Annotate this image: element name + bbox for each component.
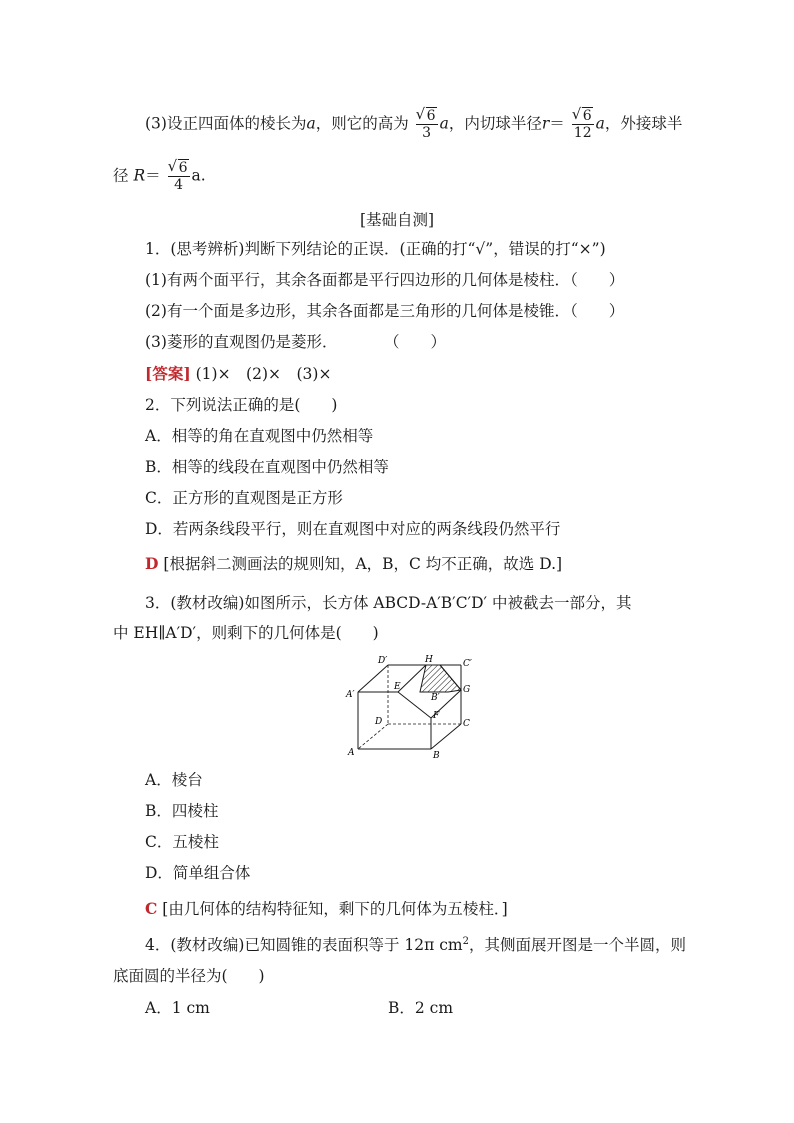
text: 4．(教材改编)已知圆锥的表面积等于 12π cm xyxy=(145,936,463,954)
var-r: r xyxy=(541,114,550,133)
vertex-label: E xyxy=(394,682,401,692)
vertex-label: F xyxy=(433,711,440,721)
equals: ＝ xyxy=(145,166,161,185)
q3-option-d: D．简单组合体 xyxy=(145,864,251,882)
formula-line-2 xyxy=(113,160,206,193)
q1-stem: 1．(思考辨析)判断下列结论的正误．(正确的打“√”，错误的打“×”) xyxy=(145,240,606,258)
q4-stem-line-2: 底面圆的半径为( ) xyxy=(113,967,265,985)
q1-answer xyxy=(145,364,331,384)
q3-option-a: A．棱台 xyxy=(145,771,203,789)
text: ，其侧面展开图是一个半圆，则 xyxy=(468,936,686,954)
q1-item-3: (3)菱形的直观图仍是菱形． （ ） xyxy=(145,333,446,351)
fraction-height: √ $\frac{6}{3}$ xyxy=(416,108,438,141)
vertex-label: G xyxy=(463,685,471,695)
answer-text: [根据斜二测画法的规则知，A，B，C 均不正确，故选 D.] xyxy=(163,555,563,573)
text: ，则它的高为 xyxy=(315,114,409,133)
q1-item-1: (1)有两个面平行，其余各面都是平行四边形的几何体是棱柱．（ ） xyxy=(145,271,625,289)
text: ，内切球半径 xyxy=(448,114,542,133)
q3-option-c: C．五棱柱 xyxy=(145,833,219,851)
vertex-label: B xyxy=(433,751,440,761)
q3-answer xyxy=(145,899,508,919)
text: 径 xyxy=(113,166,129,185)
q2-option-c: C．正方形的直观图是正方形 xyxy=(145,489,343,507)
formula-line-1 xyxy=(145,108,682,141)
q1-item-2: (2)有一个面是多边形，其余各面都是三角形的几何体是棱锥．（ ） xyxy=(145,302,625,320)
vertex-label: C xyxy=(463,719,470,729)
q2-option-b: B．相等的线段在直观图中仍然相等 xyxy=(145,458,389,476)
cut-face xyxy=(398,692,448,718)
q3-option-b: B．四棱柱 xyxy=(145,802,219,820)
q3-stem-line-1: 3．(教材改编)如图所示，长方体 ABCD-A′B′C′D′ 中被截去一部分，其 xyxy=(145,594,632,612)
var-a: a xyxy=(595,114,605,133)
answer-label: [答案] xyxy=(145,364,191,383)
cuboid-figure xyxy=(343,652,483,767)
edge xyxy=(398,692,431,718)
answer-text: [由几何体的结构特征知，剩下的几何体为五棱柱．] xyxy=(162,900,508,918)
q4-option-a: A．1 cm xyxy=(145,999,210,1017)
vertex-label: D′ xyxy=(378,656,388,666)
superscript: 2 xyxy=(462,935,469,947)
q2-stem: 2．下列说法正确的是( ) xyxy=(145,396,338,414)
vertex-label: H xyxy=(425,655,433,665)
equals: ＝ xyxy=(549,114,565,133)
vertex-label: D xyxy=(375,717,383,727)
text: ，外接球半 xyxy=(604,114,683,133)
q2-option-d: D．若两条线段平行，则在直观图中对应的两条线段仍然平行 xyxy=(145,520,561,538)
vertex-label: C′ xyxy=(463,659,472,669)
var-R: R xyxy=(133,166,146,185)
vertex-label: A′ xyxy=(346,690,355,700)
text: a. xyxy=(191,166,206,185)
q4-option-b: B．2 cm xyxy=(388,999,454,1017)
answer-letter: C xyxy=(145,899,158,918)
answer-letter: D xyxy=(145,554,159,573)
text: (3)设正四面体的棱长为 xyxy=(145,114,307,133)
q3-stem-line-2: 中 EH∥A′D′，则剩下的几何体是( ) xyxy=(113,624,379,642)
vertex-label: A xyxy=(348,748,355,758)
q2-option-a: A．相等的角在直观图中仍然相等 xyxy=(145,427,374,445)
hidden-edge xyxy=(358,724,388,749)
vertex-label: B′ xyxy=(431,693,440,703)
answer-text: (1)× (2)× (3)× xyxy=(195,365,332,383)
edge xyxy=(431,724,461,749)
var-a: a xyxy=(439,114,449,133)
cut-face xyxy=(420,665,461,692)
fraction-circumradius: √ $\frac{6}{4}$ xyxy=(168,160,190,193)
section-title: [基础自测] xyxy=(359,211,435,229)
q4-stem-line-1 xyxy=(145,935,686,955)
edge xyxy=(358,665,388,692)
fraction-inradius: √ $\frac{6}{12}$ xyxy=(572,108,594,141)
q2-answer xyxy=(145,554,562,574)
var-a: a xyxy=(306,114,316,133)
